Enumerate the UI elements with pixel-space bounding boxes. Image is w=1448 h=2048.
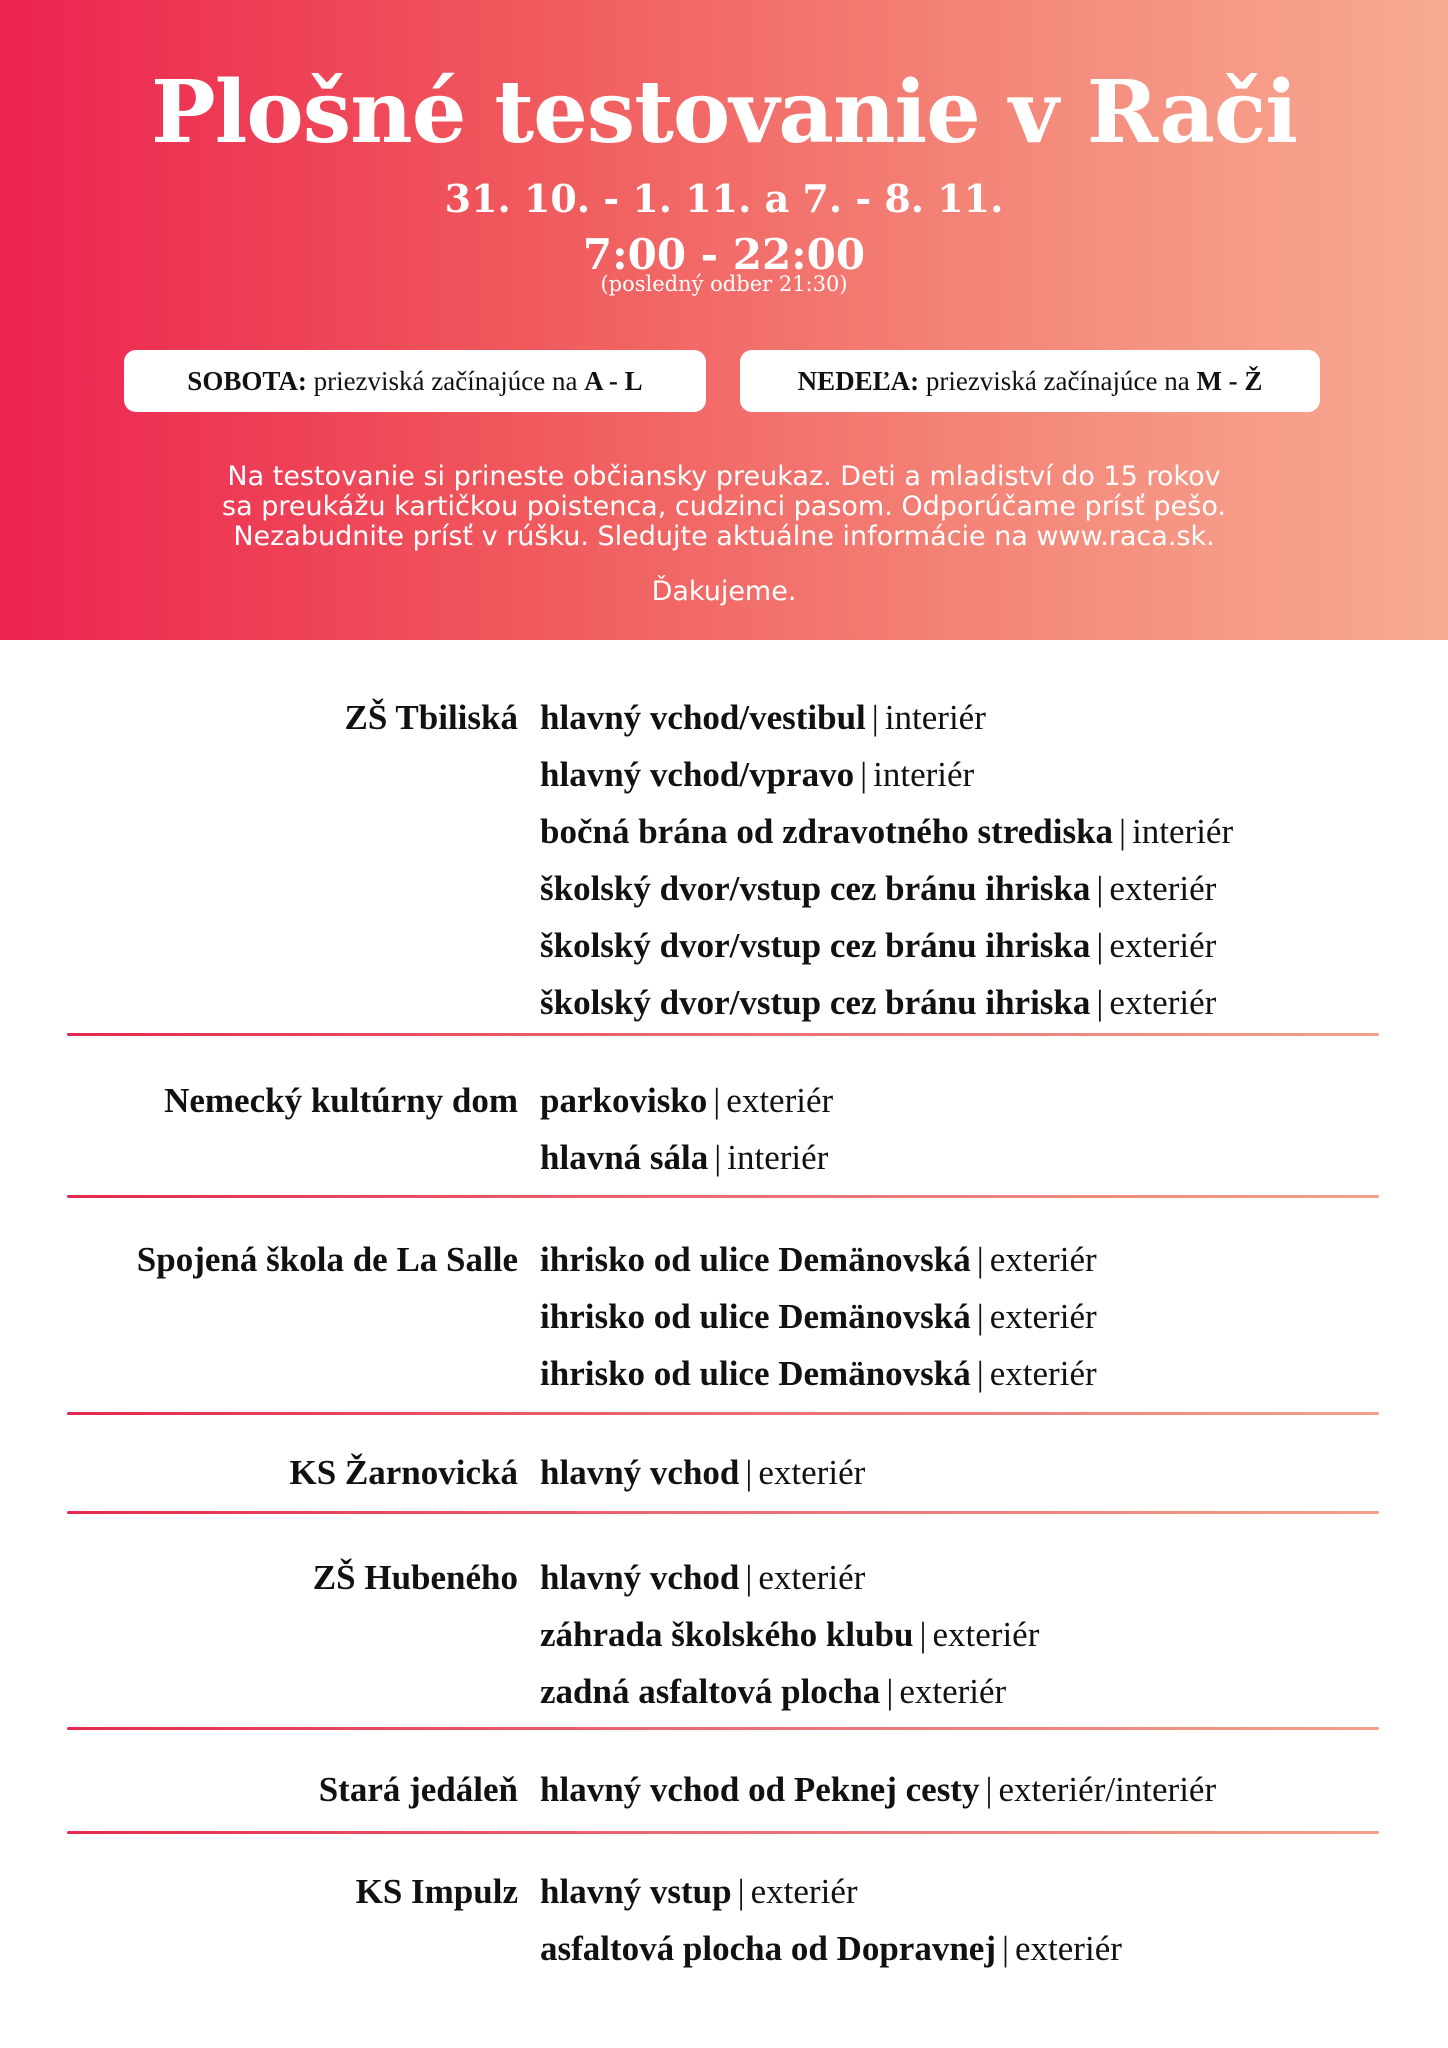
testing-point-type: interiér [884, 698, 986, 737]
testing-point-type: exteriér [989, 1354, 1097, 1393]
testing-point-place: parkovisko [540, 1081, 708, 1120]
separator: | [985, 1770, 993, 1809]
testing-point [540, 1240, 1097, 1280]
testing-point [540, 1770, 1216, 1810]
testing-point-type: exteriér/interiér [998, 1770, 1217, 1809]
testing-point [540, 1453, 865, 1493]
testing-point-type: exteriér [989, 1240, 1097, 1279]
testing-point-type: exteriér [1109, 983, 1217, 1022]
testing-point-place: ihrisko od ulice Demänovská [540, 1297, 971, 1336]
saturday-schedule-badge [124, 350, 706, 412]
testing-point [540, 755, 974, 795]
page-title: Plošné testovanie v Rači [151, 62, 1297, 163]
testing-point [540, 812, 1233, 852]
testing-point [540, 1558, 865, 1598]
testing-hours: 7:00 - 22:00 [582, 230, 866, 279]
testing-point-type: exteriér [1015, 1929, 1122, 1968]
testing-point-place: školský dvor/vstup cez bránu ihriska [540, 869, 1091, 908]
testing-point-place: hlavný vchod [540, 1558, 740, 1597]
header-banner [0, 0, 1448, 640]
separator: | [1096, 926, 1104, 965]
testing-point-place: hlavný vchod/vestibul [540, 698, 866, 737]
section-divider [67, 1412, 1379, 1415]
testing-point-type: exteriér [899, 1672, 1007, 1711]
separator: | [871, 698, 879, 737]
last-collection-note: (posledný odber 21:30) [600, 272, 848, 296]
testing-point [540, 1672, 1006, 1712]
testing-point [540, 1081, 833, 1121]
testing-point-place: hlavná sála [540, 1138, 709, 1177]
testing-point-type: interiér [1132, 812, 1234, 851]
testing-point-place: asfaltová plocha od Dopravnej [540, 1929, 996, 1968]
testing-point-type: exteriér [1109, 869, 1217, 908]
separator: | [860, 755, 868, 794]
sunday-text: priezviská začínajúce na [919, 365, 1197, 396]
saturday-day-label: SOBOTA: [187, 365, 307, 396]
testing-point-place: hlavný vchod/vpravo [540, 755, 855, 794]
location-name: KS Žarnovická [289, 1453, 518, 1492]
section-divider [67, 1727, 1379, 1730]
separator: | [1002, 1929, 1010, 1968]
section-divider [67, 1511, 1379, 1514]
location-name: ZŠ Tbiliská [344, 698, 518, 737]
notice-line: sa preukážu kartičkou poistenca, cudzinci pasom. Odporúčame prísť pešo. [222, 491, 1226, 522]
testing-point-place: ihrisko od ulice Demänovská [540, 1354, 971, 1393]
thanks-text: Ďakujeme. [651, 576, 797, 607]
location-name: Stará jedáleň [318, 1770, 518, 1809]
section-divider [67, 1033, 1379, 1036]
testing-point-place: bočná brána od zdravotného strediska [540, 812, 1114, 851]
section-divider [67, 1831, 1379, 1834]
location-name: Spojená škola de La Salle [136, 1240, 518, 1279]
testing-point [540, 1354, 1097, 1394]
separator: | [1096, 983, 1104, 1022]
notice-paragraph [0, 462, 1448, 552]
notice-line: Nezabudnite prísť v rúšku. Sledujte aktuálne informácie na www.raca.sk. [233, 521, 1215, 552]
separator: | [745, 1558, 753, 1597]
saturday-text: priezviská začínajúce na [306, 365, 585, 396]
testing-point-type: interiér [727, 1138, 829, 1177]
location-name: ZŠ Hubeného [312, 1558, 518, 1597]
location-name: KS Impulz [355, 1872, 518, 1911]
location-name: Nemecký kultúrny dom [164, 1081, 518, 1120]
testing-point-place: hlavný vchod [540, 1453, 740, 1492]
separator: | [1119, 812, 1127, 851]
testing-point-type: exteriér [758, 1453, 866, 1492]
testing-point [540, 1929, 1122, 1969]
separator: | [714, 1138, 722, 1177]
testing-point-type: exteriér [726, 1081, 834, 1120]
testing-point [540, 1297, 1097, 1337]
testing-point-place: záhrada školského klubu [540, 1615, 914, 1654]
testing-point-place: ihrisko od ulice Demänovská [540, 1240, 971, 1279]
testing-point [540, 1138, 828, 1178]
separator: | [713, 1081, 721, 1120]
sunday-schedule-badge [740, 350, 1320, 412]
testing-point-type: exteriér [932, 1615, 1040, 1654]
saturday-range: A - L [584, 365, 643, 396]
testing-point [540, 1615, 1039, 1655]
sunday-range: M - Ž [1196, 365, 1263, 396]
testing-dates: 31. 10. - 1. 11. a 7. - 8. 11. [444, 176, 1004, 221]
testing-point-type: exteriér [758, 1558, 866, 1597]
separator: | [976, 1297, 984, 1336]
testing-point-type: exteriér [1109, 926, 1217, 965]
testing-point-place: školský dvor/vstup cez bránu ihriska [540, 926, 1091, 965]
separator: | [976, 1240, 984, 1279]
section-divider [67, 1195, 1379, 1198]
testing-point-type: interiér [873, 755, 975, 794]
testing-point [540, 926, 1216, 966]
testing-point [540, 698, 986, 738]
separator: | [737, 1872, 745, 1911]
testing-point-type: exteriér [989, 1297, 1097, 1336]
separator: | [886, 1672, 894, 1711]
testing-point [540, 1872, 858, 1912]
separator: | [976, 1354, 984, 1393]
testing-point-place: hlavný vchod od Peknej cesty [540, 1770, 980, 1809]
testing-point [540, 983, 1216, 1023]
testing-point-place: hlavný vstup [540, 1872, 732, 1911]
separator: | [745, 1453, 753, 1492]
separator: | [1096, 869, 1104, 908]
testing-point-place: zadná asfaltová plocha [540, 1672, 881, 1711]
testing-point-place: školský dvor/vstup cez bránu ihriska [540, 983, 1091, 1022]
testing-point-type: exteriér [750, 1872, 858, 1911]
sunday-day-label: NEDEĽA: [797, 365, 920, 396]
separator: | [919, 1615, 927, 1654]
testing-point [540, 869, 1216, 909]
notice-line: Na testovanie si prineste občiansky preukaz. Deti a mladiství do 15 rokov [227, 461, 1221, 492]
